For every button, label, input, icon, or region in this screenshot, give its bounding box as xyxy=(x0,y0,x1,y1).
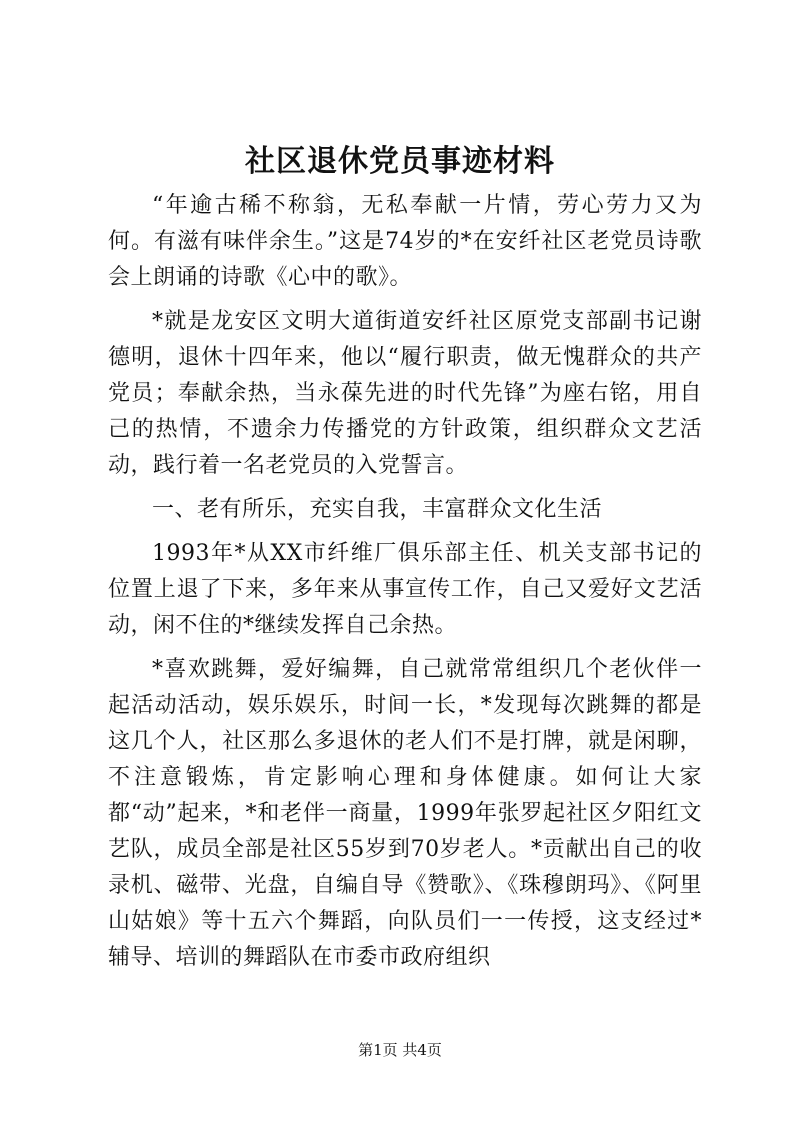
paragraph-dance-team: *喜欢跳舞，爱好编舞，自己就常常组织几个老伙伴一起活动活动，娱乐娱乐，时间一长，*发现每次跳舞的都是这几个人，社区那么多退休的老人们不是打牌，就是闲聊，不注意锻炼，肯定影响心理和身体健康。如何让大家都“动”起来，*和老伴一商量，1999年张罗起社区夕阳红文艺队，成员全部是社区55岁到70岁老人。*贡献出自己的收录机、磁带、光盘，自编自导《赞歌》、《珠穆朗玛》、《阿里山姑娘》等十五六个舞蹈，向队员们一一传授，这支经过*辅导、培训的舞蹈队在市委市政府组织 xyxy=(108,657,702,970)
section-heading: 一、老有所乐，充实自我，丰富群众文化生活 xyxy=(152,497,603,522)
document-title: 社区退休党员事迹材料 xyxy=(245,144,555,179)
paragraph-poem-intro: “年逾古稀不称翁，无私奉献一片情，劳心劳力又为何。有滋有味伴余生。”这是74岁的*在安纤社区老党员诗歌会上朗诵的诗歌《心中的歌》。 xyxy=(108,193,702,290)
document-body xyxy=(108,188,702,984)
paragraph-retirement: 1993年*从XX市纤维厂俱乐部主任、机关支部书记的位置上退了下来，多年来从事宣传工作，自己又爱好文艺活动，闲不住的*继续发挥自己余热。 xyxy=(108,541,702,638)
paragraph-introduction: *就是龙安区文明大道街道安纤社区原党支部副书记谢德明，退休十四年来，他以“履行职责，做无愧群众的共产党员；奉献余热，当永葆先进的时代先锋”为座右铭，用自己的热情，不遗余力传播党的方针政策，组织群众文艺活动，践行着一名老党员的入党誓言。 xyxy=(108,309,702,478)
page-footer: 第1页 共4页 xyxy=(358,1041,442,1059)
